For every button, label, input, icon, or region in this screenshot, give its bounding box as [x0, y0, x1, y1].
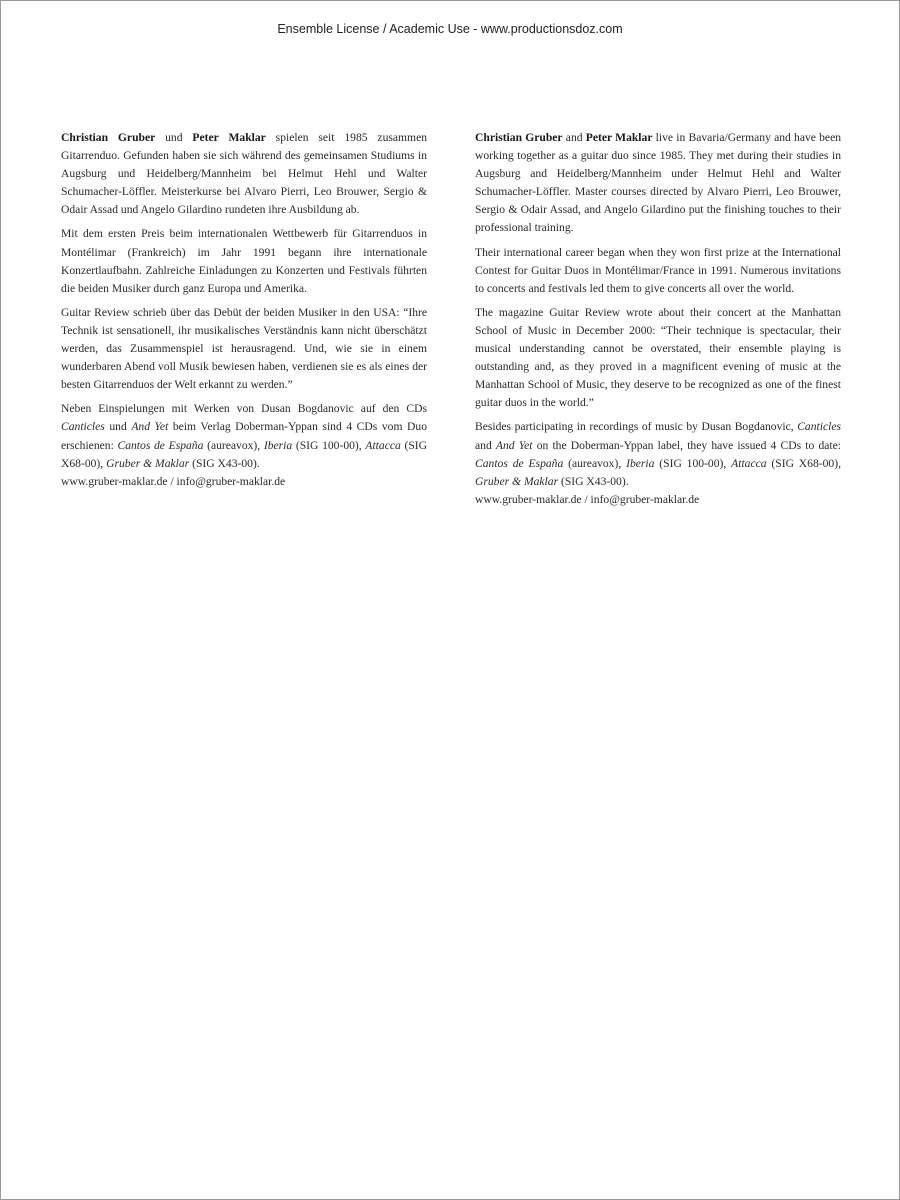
english-paragraph-career: Their international career began when they won first prize at the International Contest for Guitar Duos in Montélimar/France in 1991. Numerous invitations to concerts and festivals led them to give concerts all over the world. [475, 245, 841, 295]
name-christian-gruber: Christian Gruber [61, 131, 156, 144]
recordings-text: (aureavox), [563, 456, 627, 470]
english-biography-column [475, 129, 841, 509]
english-contact-line: www.gruber-maklar.de / info@gruber-maklar.de [475, 492, 700, 506]
cd-title: Canticles [797, 420, 841, 434]
german-contact-line: www.gruber-maklar.de / info@gruber-maklar.de [61, 474, 286, 488]
german-paragraph-intro [61, 129, 427, 219]
recordings-text: on the Doberman-Yppan label, they have issued 4 CDs to date: [532, 438, 842, 452]
recordings-text: Neben Einspielungen mit Werken von Dusan Bogdanovic auf den CDs [61, 402, 427, 416]
german-paragraph-career: Mit dem ersten Preis beim internationalen Wettbewerb für Gitarrenduos in Montélimar (Frankreich) im Jahr 1991 begann ihre internationale Konzertlaufbahn. Zahlreiche Einladungen zu Konzerten und Festivals führten die beiden Musiker durch ganz Europa und Amerika. [61, 227, 427, 295]
cd-title: And Yet [495, 438, 533, 452]
license-header: Ensemble License / Academic Use - www.productionsdoz.com [277, 22, 623, 36]
cd-title: Cantos de España [117, 438, 204, 452]
recordings-text: (SIG 100-00), [292, 438, 366, 452]
german-biography-column [61, 129, 427, 491]
cd-title: Attacca [731, 456, 767, 470]
intro-text: live in Bavaria/Germany and have been working together as a guitar duo since 1985. They met during their studies in Augsburg and Heidelberg/Mannheim under Helmut Hehl and Walter Schumacher-Löffler. Master courses directed by Alvaro Pierri, Leo Brouwer, Sergio & Odair Assad, and Angelo Gilardino put the finishing touches to their professional training. [475, 131, 842, 235]
cd-title: Iberia [626, 456, 655, 470]
recordings-text: and [475, 438, 496, 452]
recordings-text: (SIG X43-00). [189, 456, 260, 470]
recordings-text: (SIG X68-00), [766, 456, 841, 470]
cd-title: Gruber & Maklar [475, 474, 559, 488]
cd-title: Iberia [263, 438, 293, 452]
german-paragraph-review: Guitar Review schrieb über das Debüt der beiden Musiker in den USA: “Ihre Technik ist sensationell, ihr musikalisches Verständnis kann nicht überschätzt werden, das Zusammenspiel ist herausragend. Und, wie sie in einem wunderbaren Abend voll Musik bewiesen haben, verdienen sie es als eines der besten Gitarrenduos der Welt erkannt zu werden.” [61, 305, 427, 392]
german-paragraph-recordings [61, 400, 427, 472]
recordings-text: (aureavox), [203, 438, 264, 452]
english-paragraph-intro [475, 129, 841, 238]
cd-title: Cantos de España [475, 456, 564, 470]
english-paragraph-recordings [475, 418, 841, 490]
cd-title: Attacca [365, 438, 401, 452]
cd-title: Canticles [61, 420, 105, 434]
conjunction: und [155, 131, 193, 144]
cd-title: And Yet [131, 420, 169, 434]
name-peter-maklar: Peter Maklar [585, 131, 653, 144]
conjunction: and [562, 131, 586, 144]
recordings-text: und [104, 420, 132, 434]
english-paragraph-review: The magazine Guitar Review wrote about their concert at the Manhattan School of Music in December 2000: “Their technique is spectacular, their musical understanding cannot be overstated, their ensemble playing is outstanding and, as they proved in a magnificent evening of music at the Manhattan School of Music, they deserve to be recognized as one of the finest guitar duos in the world.” [475, 305, 841, 410]
name-peter-maklar: Peter Maklar [192, 131, 266, 144]
cd-title: Gruber & Maklar [106, 456, 190, 470]
recordings-text: (SIG X43-00). [558, 474, 629, 488]
intro-text: spielen seit 1985 zusammen Gitarrenduo. Gefunden haben sie sich während des gemeinsamen Studiums in Augsburg und Heidelberg/Mannheim bei Helmut Hehl und Walter Schumacher-Löffler. Meisterkurse bei Alvaro Pierri, Leo Brouwer, Sergio & Odair Assad und Angelo Gilardino rundeten ihre Ausbildung ab. [61, 131, 428, 217]
recordings-text: (SIG 100-00), [654, 456, 732, 470]
recordings-text: beim Verlag Doberman-Yppan sind 4 CDs vom Duo erschienen: [61, 420, 427, 452]
name-christian-gruber: Christian Gruber [475, 131, 563, 144]
recordings-text: (SIG X68-00), [61, 438, 428, 470]
recordings-text: Besides participating in recordings of music by Dusan Bogdanovic, [475, 420, 798, 434]
